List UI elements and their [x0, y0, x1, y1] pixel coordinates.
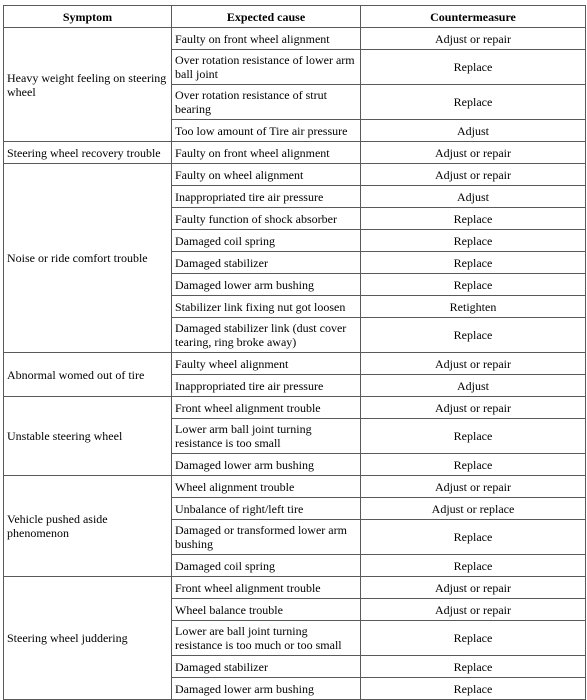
countermeasure-cell: Replace — [361, 252, 586, 274]
countermeasure-cell: Adjust or repair — [361, 142, 586, 164]
expected-cause-cell: Lower are ball joint turning resistance is too much or too small — [172, 621, 361, 656]
header-symptom: Symptom — [4, 6, 172, 28]
countermeasure-cell: Replace — [361, 50, 586, 85]
expected-cause-cell: Damaged coil spring — [172, 555, 361, 577]
expected-cause-cell: Over rotation resistance of strut bearing — [172, 85, 361, 120]
troubleshooting-table-container — [3, 5, 585, 700]
table-header — [4, 6, 586, 28]
expected-cause-cell: Damaged or transformed lower arm bushing — [172, 520, 361, 555]
table-row — [4, 397, 586, 419]
expected-cause-cell: Wheel alignment trouble — [172, 476, 361, 498]
symptom-cell: Noise or ride comfort trouble — [4, 164, 172, 353]
countermeasure-cell: Replace — [361, 318, 586, 353]
countermeasure-cell: Adjust or repair — [361, 164, 586, 186]
countermeasure-cell: Replace — [361, 678, 586, 700]
header-countermeasure: Countermeasure — [361, 6, 586, 28]
countermeasure-cell: Adjust or repair — [361, 353, 586, 375]
symptom-cell: Steering wheel juddering — [4, 577, 172, 700]
table-row — [4, 142, 586, 164]
countermeasure-cell: Adjust — [361, 186, 586, 208]
countermeasure-cell: Replace — [361, 419, 586, 454]
expected-cause-cell: Damaged coil spring — [172, 230, 361, 252]
countermeasure-cell: Adjust or repair — [361, 28, 586, 50]
expected-cause-cell: Faulty function of shock absorber — [172, 208, 361, 230]
expected-cause-cell: Wheel balance trouble — [172, 599, 361, 621]
expected-cause-cell: Inappropriated tire air pressure — [172, 375, 361, 397]
table-row — [4, 353, 586, 375]
expected-cause-cell: Faulty wheel alignment — [172, 353, 361, 375]
countermeasure-cell: Adjust or repair — [361, 397, 586, 419]
symptom-cell: Steering wheel recovery trouble — [4, 142, 172, 164]
expected-cause-cell: Damaged lower arm bushing — [172, 678, 361, 700]
table-row — [4, 164, 586, 186]
countermeasure-cell: Adjust or repair — [361, 476, 586, 498]
table-row — [4, 28, 586, 50]
expected-cause-cell: Stabilizer link fixing nut got loosen — [172, 296, 361, 318]
symptom-cell: Abnormal womed out of tire — [4, 353, 172, 397]
countermeasure-cell: Replace — [361, 454, 586, 476]
expected-cause-cell: Damaged stabilizer — [172, 656, 361, 678]
header-row — [4, 6, 586, 28]
troubleshooting-table — [3, 5, 586, 700]
expected-cause-cell: Front wheel alignment trouble — [172, 577, 361, 599]
countermeasure-cell: Adjust — [361, 375, 586, 397]
countermeasure-cell: Adjust — [361, 120, 586, 142]
countermeasure-cell: Adjust or repair — [361, 577, 586, 599]
countermeasure-cell: Adjust or replace — [361, 498, 586, 520]
expected-cause-cell: Damaged lower arm bushing — [172, 454, 361, 476]
countermeasure-cell: Adjust or repair — [361, 599, 586, 621]
symptom-cell: Vehicle pushed aside phenomenon — [4, 476, 172, 577]
expected-cause-cell: Faulty on front wheel alignment — [172, 142, 361, 164]
expected-cause-cell: Front wheel alignment trouble — [172, 397, 361, 419]
expected-cause-cell: Damaged stabilizer — [172, 252, 361, 274]
countermeasure-cell: Replace — [361, 520, 586, 555]
expected-cause-cell: Unbalance of right/left tire — [172, 498, 361, 520]
countermeasure-cell: Retighten — [361, 296, 586, 318]
expected-cause-cell: Lower arm ball joint turning resistance is too small — [172, 419, 361, 454]
countermeasure-cell: Replace — [361, 656, 586, 678]
countermeasure-cell: Replace — [361, 555, 586, 577]
table-row — [4, 476, 586, 498]
symptom-cell: Heavy weight feeling on steering wheel — [4, 28, 172, 142]
expected-cause-cell: Damaged lower arm bushing — [172, 274, 361, 296]
table-row — [4, 577, 586, 599]
expected-cause-cell: Damaged stabilizer link (dust cover tearing, ring broke away) — [172, 318, 361, 353]
countermeasure-cell: Replace — [361, 230, 586, 252]
countermeasure-cell: Replace — [361, 274, 586, 296]
expected-cause-cell: Over rotation resistance of lower arm ball joint — [172, 50, 361, 85]
table-body — [4, 28, 586, 700]
countermeasure-cell: Replace — [361, 621, 586, 656]
expected-cause-cell: Faulty on wheel alignment — [172, 164, 361, 186]
expected-cause-cell: Too low amount of Tire air pressure — [172, 120, 361, 142]
expected-cause-cell: Inappropriated tire air pressure — [172, 186, 361, 208]
countermeasure-cell: Replace — [361, 85, 586, 120]
header-expected-cause: Expected cause — [172, 6, 361, 28]
expected-cause-cell: Faulty on front wheel alignment — [172, 28, 361, 50]
symptom-cell: Unstable steering wheel — [4, 397, 172, 476]
countermeasure-cell: Replace — [361, 208, 586, 230]
